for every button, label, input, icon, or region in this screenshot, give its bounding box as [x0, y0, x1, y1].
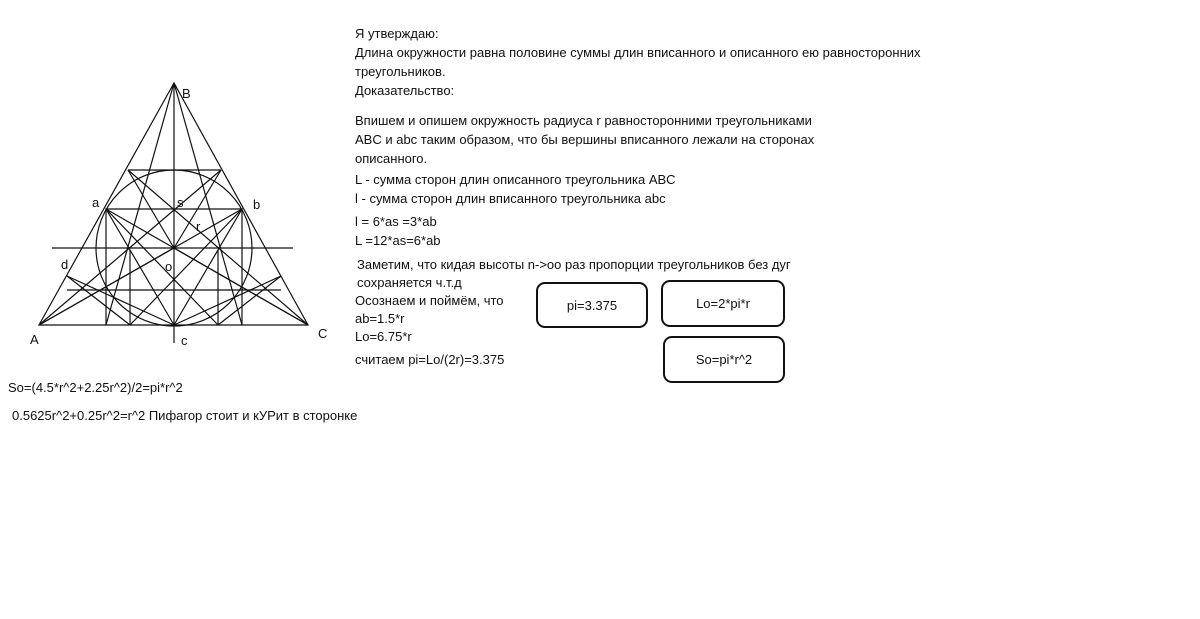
claim-line-2: треугольников. [355, 64, 446, 79]
b-ray-left [106, 83, 174, 325]
ab-equation: ab=1.5*r [355, 311, 405, 326]
pythagoras-line: 0.5625r^2+0.25r^2=r^2 Пифагор стоит и кУРит в сторонке [12, 408, 358, 423]
eq-big-l: L =12*as=6*ab [355, 233, 441, 248]
claim-intro: Я утверждаю: [355, 26, 439, 41]
proof-line-1: Впишем и опишем окружность радиуса r равносторонними треугольниками [355, 113, 812, 128]
pi-calculation: считаем pi=Lo/(2r)=3.375 [355, 352, 505, 367]
lo-equation: Lo=6.75*r [355, 329, 412, 344]
note-line-2: сохраняется ч.т.д [357, 275, 462, 290]
label-c-lower: c [181, 333, 188, 348]
so-formula: So=(4.5*r^2+2.25r^2)/2=pi*r^2 [8, 380, 183, 395]
label-o: o [165, 259, 173, 274]
label-b-upper: B [182, 86, 191, 101]
realize-text: Осознаем и поймём, что [355, 293, 504, 308]
pi-value-text: pi=3.375 [566, 297, 618, 313]
label-s: s [177, 195, 184, 210]
ray-c2 [174, 248, 308, 325]
area-text: So=pi*r^2 [695, 352, 753, 367]
b-ray-right [174, 83, 242, 325]
proof-title: Доказательство: [355, 83, 455, 98]
label-d: d [61, 257, 69, 272]
eq-small-l: l = 6*as =3*ab [355, 214, 437, 229]
def-small-l: l - сумма сторон длин вписанного треугольника abc [355, 191, 666, 206]
label-a-lower: a [92, 195, 100, 210]
note-line-1: Заметим, что кидая высоты n->oo раз пропорции треугольников без дуг [357, 257, 791, 272]
claim-line-1: Длина окружности равна половине суммы длин вписанного и описанного ею равносторонних [355, 45, 921, 60]
circumference-text: Lo=2*pi*r [696, 296, 750, 311]
def-big-l: L - сумма сторон длин описанного треугольника ABC [355, 172, 676, 187]
label-c-upper: C [318, 326, 328, 341]
proof-line-2: ABC и abc таким образом, что бы вершины вписанного лежали на сторонах [355, 132, 815, 147]
label-a-upper: A [30, 332, 39, 347]
label-b-lower: b [253, 197, 261, 212]
area-box [663, 336, 785, 383]
pi-value-box [536, 282, 648, 328]
proof-line-3: описанного. [355, 151, 428, 166]
circumference-box [661, 280, 785, 327]
label-r: r [196, 219, 201, 234]
